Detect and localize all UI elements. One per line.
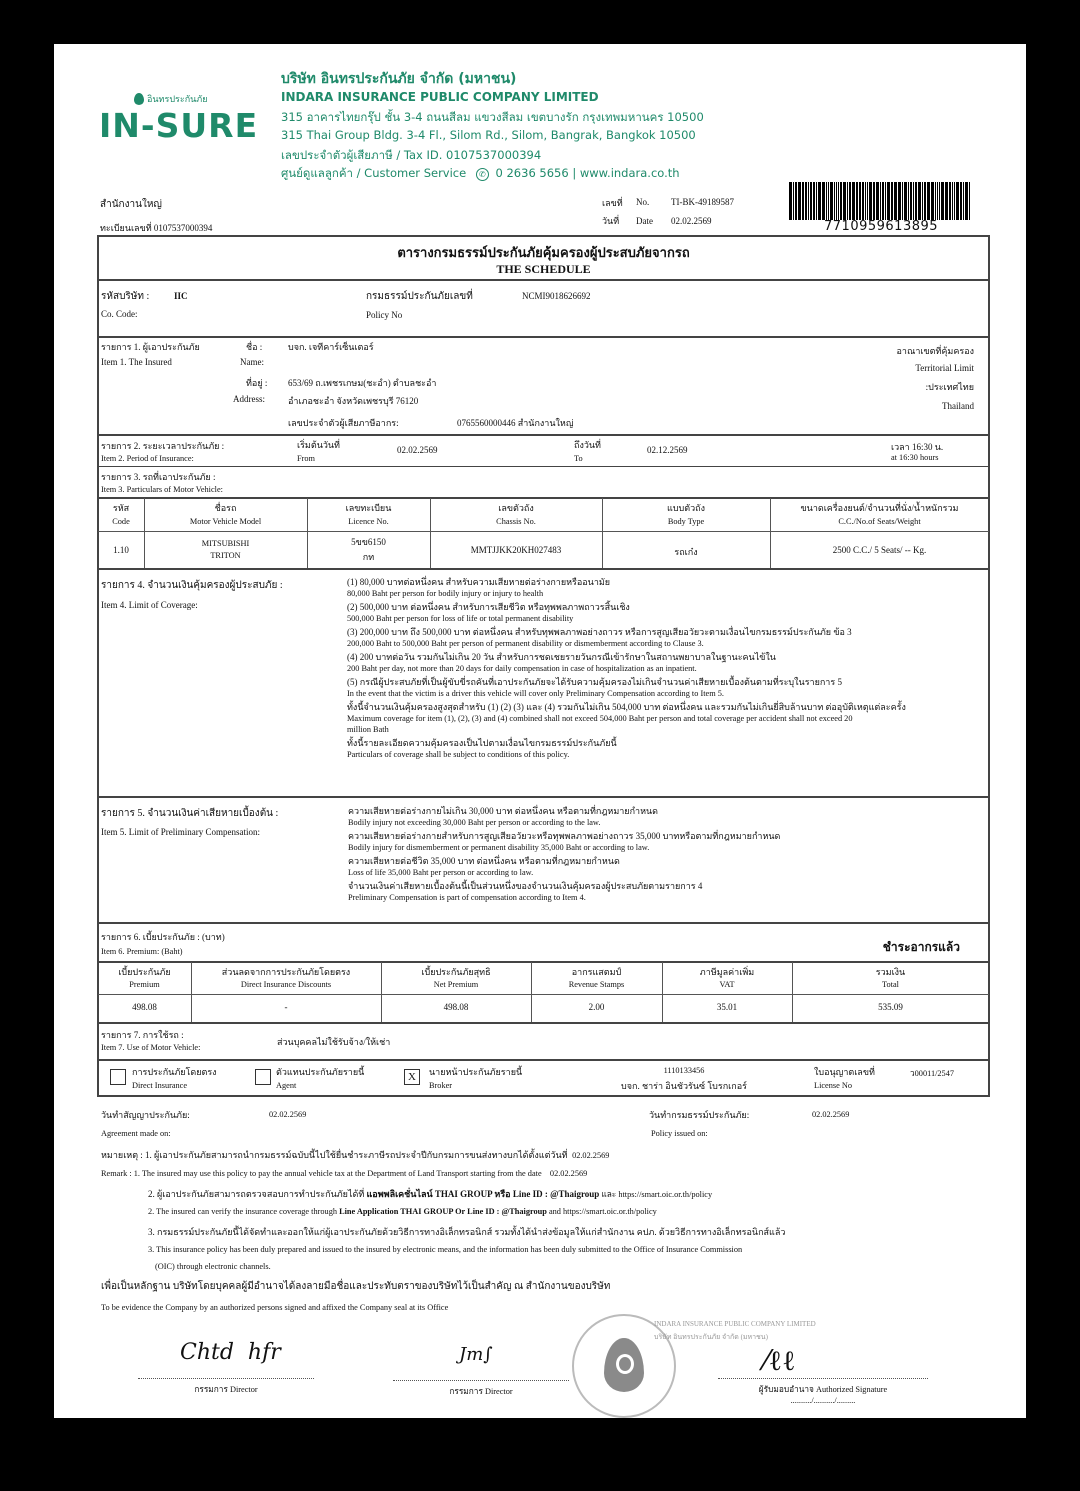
barcode-bar xyxy=(894,182,897,220)
remark3-th: 3. กรมธรรม์ประกันภัยนี้ได้จัดทำและออกให้แก่ผู้เอาประกันภัยด้วยวิธีการทางอิเล็กทรอนิกส์ รวมทั้งได้นำส่งข้อมูลให้แก่สำนักงาน คปภ. ด้วยวิธีการทางอิเล็กทรอนิกส์แล้ว xyxy=(148,1227,786,1237)
barcode-bar xyxy=(904,182,907,220)
insured-name-value: บจก. เจทีคาร์เซ็นเตอร์ xyxy=(288,342,374,352)
insured-address-label-en: Address: xyxy=(233,394,265,404)
item4-line-th: ทั้งนี้รายละเอียดความคุ้มครองเป็นไปตามเงื่อนไขกรมธรรม์ประกันภัยนี้ xyxy=(347,738,617,748)
barcode-bar xyxy=(935,182,936,220)
logo-small-text: อินทรประกันภัย xyxy=(147,94,208,104)
insured-address-line1: 653/69 ถ.เพชรเกษม(ชะอำ) ตำบลชะอำ xyxy=(288,378,437,388)
barcode-bar xyxy=(887,182,890,220)
barcode-bar xyxy=(838,182,839,220)
barcode-bar xyxy=(830,182,833,220)
broker-name: บจก. ชาร่า อินชัวรันซ์ โบรกเกอร์ xyxy=(621,1081,747,1091)
agreement-label-th: วันทำสัญญาประกันภัย: xyxy=(101,1110,190,1120)
divider xyxy=(98,1022,989,1024)
vehicle-col-header-en: C.C./No.of Seats/Weight xyxy=(838,517,921,526)
company-tax-id: เลขประจำตัวผู้เสียภาษี / Tax ID. 0107537000394 xyxy=(281,148,542,162)
barcode-bar xyxy=(818,182,821,220)
barcode-bar xyxy=(880,182,881,220)
premium-value: 2.00 xyxy=(588,1002,605,1012)
barcode-bar xyxy=(876,182,879,220)
broker-code: 1110133456 xyxy=(663,1066,705,1075)
divider xyxy=(98,1059,989,1061)
item5-line-en: Preliminary Compensation is part of compensation according to Item 4. xyxy=(348,893,586,902)
item7-label-th: รายการ 7. การใช้รถ : xyxy=(101,1030,184,1040)
remark2-en-b: Line Application THAI GROUP Or Line ID : @Thaigroup xyxy=(339,1207,547,1216)
agreement-value: 02.02.2569 xyxy=(269,1110,307,1119)
period-to-label-th: ถึงวันที่ xyxy=(574,440,601,450)
barcode-bar xyxy=(960,182,962,220)
barcode-bar xyxy=(956,182,959,220)
barcode-bar xyxy=(941,182,944,220)
authorized-signature-date: ........../........../......... xyxy=(790,1396,856,1405)
company-seal xyxy=(572,1314,676,1418)
barcode-bar xyxy=(910,182,912,220)
item4-line-en: 80,000 Baht per person for bodily injury or injury to health xyxy=(347,589,544,598)
period-from-label-th: เริ่มต้นวันที่ xyxy=(297,440,340,450)
item4-line-en: 500,000 Baht per person for loss of life or total permanent disability xyxy=(347,614,574,623)
barcode-bar xyxy=(965,182,968,220)
item4-line-th: (4) 200 บาทต่อวัน รวมกันไม่เกิน 20 วัน สำหรับการชดเชยรายวันกรณีเข้ารักษาในสถานพยาบาลในฐานะคนไข้ใน xyxy=(347,652,776,662)
barcode-bar xyxy=(865,182,866,220)
vehicle-col-header-th: ชื่อรถ xyxy=(214,503,237,513)
item5-label-th: รายการ 5. จำนวนเงินค่าเสียหายเบื้องต้น : xyxy=(101,808,279,819)
barcode-bar xyxy=(834,182,835,220)
barcode-bar xyxy=(805,182,807,220)
co-code-label-th: รหัสบริษัท : xyxy=(101,291,150,302)
territory-value-th: :ประเทศไทย xyxy=(925,382,974,392)
premium-col-header-th: ส่วนลดจากการประกันภัยโดยตรง xyxy=(221,967,351,977)
item5-line-th: จำนวนเงินค่าเสียหายเบื้องต้นนี้เป็นส่วนหนึ่งของจำนวนเงินคุ้มครองผู้ประสบภัยตามรายการ 4 xyxy=(348,881,703,891)
direct-checkbox-box[interactable] xyxy=(110,1069,126,1085)
item4-line-en: 200,000 Baht to 500,000 Baht per person of permanent disability or dismemberment according to Clause 3. xyxy=(347,639,704,648)
item5-line-th: ความเสียหายต่อชีวิต 35,000 บาท ต่อหนึ่งคน หรือตามที่กฎหมายกำหนด xyxy=(348,856,620,866)
vehicle-col-header-en: Body Type xyxy=(667,517,705,526)
barcode-bar xyxy=(869,182,872,220)
barcode-bar xyxy=(836,182,837,220)
vehicle-model-line2: TRITON xyxy=(210,551,241,560)
barcode-bar xyxy=(843,182,846,220)
premium-col-header-en: Total xyxy=(882,980,899,989)
barcode-bar xyxy=(931,182,934,220)
schedule-title-th: ตารางกรมธรรม์ประกันภัยคุ้มครองผู้ประสบภัยจากรถ xyxy=(397,245,690,260)
barcode-bar xyxy=(862,182,864,220)
seal-text-bottom: บริษัท อินทรประกันภัย จำกัด (มหาชน) xyxy=(654,1333,768,1341)
barcode-bar xyxy=(924,182,926,220)
policy-document xyxy=(54,44,1026,1418)
item7-label-en: Item 7. Use of Motor Vehicle: xyxy=(101,1043,201,1052)
doc-date-label-th: วันที่ xyxy=(602,216,620,226)
barcode-number: 7710959613895 xyxy=(824,219,939,234)
barcode-bar xyxy=(816,182,817,220)
premium-value: 535.09 xyxy=(878,1002,903,1012)
seal-text-top: INDARA INSURANCE PUBLIC COMPANY LIMITED xyxy=(654,1320,816,1328)
licence-line2: กท xyxy=(362,552,375,562)
barcode-bar xyxy=(954,182,955,220)
item4-line-th: (5) กรณีผู้ประสบภัยที่เป็นผู้ขับขี่รถคันที่เอาประกันภัยจะได้รับความคุ้มครองไม่เกินจำนวนค่าเสียหายเบื้องต้นตามที่ระบุในรายการ 5 xyxy=(347,677,842,687)
phone-icon: ✆ xyxy=(476,168,489,181)
barcode-bar xyxy=(822,182,825,220)
policy-no-label-th: กรมธรรม์ประกันภัยเลขที่ xyxy=(366,291,473,302)
item4-line-th: ทั้งนี้จำนวนเงินคุ้มครองสูงสุดสำหรับ (1) (2) (3) และ (4) รวมกันไม่เกิน 504,000 บาท ต่อหนึ่งคน และรวมกันไม่เกินยี่สิบล้านบาท ต่ออุบัติเหตุแต่ละครั้ง xyxy=(347,702,906,712)
divider xyxy=(98,279,989,281)
barcode-bar xyxy=(937,182,938,220)
barcode-bar xyxy=(902,182,903,220)
barcode-bar xyxy=(898,182,901,220)
item5-label-en: Item 5. Limit of Preliminary Compensation: xyxy=(101,827,260,837)
item4-line-en: Maximum coverage for item (1), (2), (3) and (4) combined shall not exceed 504,000 Baht per person and total coverage per accident shall not exceed 20 million Bath xyxy=(347,714,853,734)
signature-line xyxy=(138,1378,314,1379)
doc-no-value: TI-BK-49189587 xyxy=(671,197,734,207)
logo-small xyxy=(134,92,208,106)
remark2-th-a: 2. ผู้เอาประกันภัยสามารถตรวจสอบการทำประกันภัยได้ที่ xyxy=(148,1189,367,1199)
item5-line-en: Bodily injury for dismemberment or permanent disability 35,000 Baht or according to law. xyxy=(348,843,650,852)
doc-date-label-en: Date xyxy=(636,216,653,226)
premium-value: 498.08 xyxy=(132,1002,157,1012)
company-website[interactable]: www.indara.co.th xyxy=(579,166,680,180)
broker-checkbox-box[interactable]: X xyxy=(404,1069,420,1085)
direct-insurance-label-en: Direct Insurance xyxy=(132,1081,188,1090)
item4-line-en: 200 Baht per day, not more than 20 days for daily compensation in case of hospitalization as an inpatient. xyxy=(347,664,697,673)
agreement-label-en: Agreement made on: xyxy=(101,1129,171,1138)
territory-label-en: Territorial Limit xyxy=(915,363,974,373)
period-time-en: at 16:30 hours xyxy=(891,453,939,462)
period-from-value: 02.02.2569 xyxy=(397,445,438,455)
agent-checkbox[interactable] xyxy=(255,1068,271,1086)
vehicle-col-header-th: แบบตัวถัง xyxy=(667,503,705,513)
premium-value: 35.01 xyxy=(716,1002,738,1012)
registration-number: ทะเบียนเลขที่ 0107537000394 xyxy=(100,223,213,233)
item5-line-th: ความเสียหายต่อร่างกายไม่เกิน 30,000 บาท ต่อหนึ่งคน หรือตามที่กฎหมายกำหนด xyxy=(348,806,659,816)
item1-label-th: รายการ 1. ผู้เอาประกันภัย xyxy=(101,342,200,352)
remark1-en xyxy=(101,1169,587,1178)
broker-checkbox[interactable] xyxy=(404,1068,420,1086)
separator: | xyxy=(572,166,580,180)
vehicle-col-header-en: Licence No. xyxy=(348,517,389,526)
divider xyxy=(98,466,989,467)
territory-value-en: Thailand xyxy=(942,401,974,411)
barcode-bar xyxy=(847,182,848,220)
customer-service-label: ศูนย์ดูแลลูกค้า / Customer Service xyxy=(281,166,467,180)
barcode-bar xyxy=(945,182,948,220)
co-code-value: IIC xyxy=(174,291,188,301)
broker-label-en: Broker xyxy=(429,1081,453,1090)
policy-no-label-en: Policy No xyxy=(366,310,403,320)
director-2-signature: Jm∫ xyxy=(459,1344,493,1365)
premium-table xyxy=(98,962,989,1022)
agent-label-th: ตัวแทนประกันภัยรายนี้ xyxy=(276,1067,365,1077)
broker-label-th: นายหน้าประกันภัยรายนี้ xyxy=(429,1067,523,1077)
territory-label-th: อาณาเขตที่คุ้มครอง xyxy=(896,346,974,356)
barcode-bar xyxy=(826,182,827,220)
barcode-bar xyxy=(952,182,953,220)
insured-address-line2: อำเภอชะอำ จังหวัดเพชรบุรี 76120 xyxy=(288,396,419,406)
agent-label-en: Agent xyxy=(276,1081,297,1090)
remark1-th-text: หมายเหตุ : 1. ผู้เอาประกันภัยสามารถนำกรมธรรม์ฉบับนี้ไปใช้ยื่นชำระภาษีรถประจำปีกับกรมการขนส่งทางบกได้ตั้งแต่วันที่ xyxy=(101,1150,568,1160)
issued-value: 02.02.2569 xyxy=(812,1110,850,1119)
barcode-bar xyxy=(789,182,792,220)
barcode-bar xyxy=(922,182,923,220)
premium-value: 498.08 xyxy=(443,1002,469,1012)
period-time-th: เวลา 16:30 น. xyxy=(891,442,944,452)
barcode-bar xyxy=(927,182,930,220)
insured-name-label-th: ชื่อ : xyxy=(246,342,263,352)
remark2-en-a: 2. The insured can verify the insurance coverage through xyxy=(148,1207,340,1216)
item1-label-en: Item 1. The Insured xyxy=(101,357,172,367)
stamp-paid: ชำระอากรแล้ว xyxy=(882,940,960,954)
agent-checkbox-box[interactable] xyxy=(255,1069,271,1085)
item4-label-th: รายการ 4. จำนวนเงินคุ้มครองผู้ประสบภัย : xyxy=(101,580,283,591)
remark1-th-date: 02.02.2569 xyxy=(572,1151,610,1160)
barcode-bar xyxy=(969,182,970,220)
evidence-en: To be evidence the Company by an authorized persons signed and affixed the Company seal at its Office xyxy=(101,1303,449,1312)
remark3-en: 3. This insurance policy has been duly prepared and issued to the insured by electronic means, and the information has been duly submitted to the Office of Insurance Commission xyxy=(148,1245,743,1254)
doc-no-label-th: เลขที่ xyxy=(602,198,623,208)
item2-label-en: Item 2. Period of Insurance: xyxy=(101,454,194,463)
barcode-bar xyxy=(891,182,893,220)
vehicle-col-header-en: Chassis No. xyxy=(496,517,536,526)
vehicle-table xyxy=(98,498,989,568)
evidence-th: เพื่อเป็นหลักฐาน บริษัทโดยบุคคลผู้มีอำนาจได้ลงลายมือชื่อและประทับตราของบริษัทไว้เป็นสำคัญ ณ สำนักงานของบริษัท xyxy=(101,1281,611,1292)
customer-service-phone: 0 2636 5656 xyxy=(495,166,569,180)
vehicle-col-header-th: ขนาดเครื่องยนต์/จำนวนที่นั่ง/น้ำหนักรวม xyxy=(800,503,959,513)
coverage-lines xyxy=(347,574,987,761)
insured-name-label-en: Name: xyxy=(240,357,264,367)
logo-in-sure: IN-SURE xyxy=(99,106,259,145)
chassis-number: MMTJJKK20KH027483 xyxy=(470,545,562,555)
barcode-bar xyxy=(882,182,884,220)
authorized-signature: ⁄ℓℓ xyxy=(764,1344,796,1377)
policy-no-value: NCMI9018626692 xyxy=(522,291,591,301)
insured-address-label-th: ที่อยู่ : xyxy=(246,378,268,388)
remark2-th-c: และ https://smart.oic.or.th/policy xyxy=(599,1190,713,1199)
barcode-bar xyxy=(915,182,917,220)
issued-label-en: Policy issued on: xyxy=(651,1129,708,1138)
barcode-bar xyxy=(808,182,809,220)
barcode-bar xyxy=(849,182,851,220)
divider xyxy=(98,568,989,570)
schedule-title-en: THE SCHEDULE xyxy=(496,262,591,276)
license-label-en: License No xyxy=(814,1081,853,1090)
divider xyxy=(98,796,989,798)
vehicle-col-header-th: เลขทะเบียน xyxy=(345,503,392,513)
item4-label-en: Item 4. Limit of Coverage: xyxy=(101,600,198,610)
leaf-logo-icon xyxy=(134,93,144,105)
divider xyxy=(98,922,989,924)
seal-emblem-icon xyxy=(604,1338,644,1392)
premium-col-header-en: Premium xyxy=(129,980,160,989)
item4-line-en: In the event that the victim is a driver this vehicle will cover only Preliminary Compensation according to Item 5. xyxy=(347,689,724,698)
license-label-th: ใบอนุญาตเลขที่ xyxy=(814,1067,875,1077)
premium-col-header-en: Net Premium xyxy=(433,980,479,989)
period-to-label-en: To xyxy=(574,454,583,463)
barcode-bar xyxy=(963,182,964,220)
vehicle-use-value: ส่วนบุคคลไม่ใช้รับจ้าง/ให้เช่า xyxy=(277,1037,391,1047)
company-name-th: บริษัท อินทรประกันภัย จำกัด (มหาชน) xyxy=(281,71,517,87)
barcode-bar xyxy=(867,182,868,220)
remark1-en-text: Remark : 1. The insured may use this policy to pay the annual vehicle tax at the Department of Land Transport starting from the date xyxy=(101,1169,542,1178)
licence-line1: 5ขข6150 xyxy=(351,537,386,547)
vehicle-model-line1: MITSUBISHI xyxy=(201,539,250,548)
barcode-bar xyxy=(939,182,940,220)
body-type: รถเก๋ง xyxy=(674,547,698,557)
barcode xyxy=(789,182,979,220)
company-address-th: 315 อาคารไทยกรุ๊ป ชั้น 3-4 ถนนสีลม แขวงสีลม เขตบางรัก กรุงเทพมหานคร 10500 xyxy=(281,110,704,124)
direct-insurance-checkbox[interactable] xyxy=(110,1068,126,1086)
vehicle-col-header-th: รหัส xyxy=(112,503,130,513)
premium-col-header-th: รวมเงิน xyxy=(875,967,906,977)
premium-col-header-th: อากรแสตมป์ xyxy=(571,967,622,977)
vehicle-spec: 2500 C.C./ 5 Seats/ -- Kg. xyxy=(832,545,927,555)
barcode-bar xyxy=(795,182,797,220)
premium-col-header-en: Direct Insurance Discounts xyxy=(240,980,332,989)
premium-col-header-th: เบี้ยประกันภัยสุทธิ xyxy=(421,967,491,977)
co-code-label-en: Co. Code: xyxy=(101,309,138,319)
barcode-bar xyxy=(802,182,804,220)
director-1-signature: Chtd hfr xyxy=(180,1340,281,1365)
divider xyxy=(98,434,989,436)
vehicle-col-header-en: Motor Vehicle Model xyxy=(189,517,262,526)
doc-no-label-en: No. xyxy=(636,197,650,207)
barcode-bar xyxy=(810,182,812,220)
barcode-bar xyxy=(840,182,842,220)
item3-label-en: Item 3. Particulars of Motor Vehicle: xyxy=(101,485,223,494)
item6-label-th: รายการ 6. เบี้ยประกันภัย : (บาท) xyxy=(101,932,225,942)
barcode-bar xyxy=(885,182,886,220)
direct-insurance-label-th: การประกันภัยโดยตรง xyxy=(132,1067,217,1077)
barcode-bar xyxy=(873,182,875,220)
signature-line xyxy=(718,1378,928,1379)
barcode-bar xyxy=(793,182,794,220)
divider xyxy=(98,336,989,338)
item4-line-th: (3) 200,000 บาท ถึง 500,000 บาท ต่อหนึ่งคน สำหรับทุพพลภาพอย่างถาวร หรือการสูญเสียอวัยวะตามเงื่อนไขกรมธรรม์ประกันภัย ข้อ 3 xyxy=(347,627,852,637)
barcode-bar xyxy=(949,182,951,220)
insured-tax-label: เลขประจำตัวผู้เสียภาษีอากร: xyxy=(288,418,399,428)
remark1-en-date: 02.02.2569 xyxy=(549,1169,588,1178)
remark2-en xyxy=(148,1207,657,1216)
item6-label-en: Item 6. Premium: (Baht) xyxy=(101,947,183,956)
barcode-bar xyxy=(813,182,815,220)
vehicle-col-header-th: เลขตัวถัง xyxy=(498,503,534,513)
remark3-en-2: (OIC) through electronic channels. xyxy=(155,1262,271,1271)
signature-line xyxy=(393,1380,569,1381)
barcode-bar xyxy=(908,182,909,220)
barcode-bar xyxy=(918,182,921,220)
item5-line-th: ความเสียหายต่อร่างกายสำหรับการสูญเสียอวัยวะหรือทุพพลภาพอย่างถาวร 35,000 บาทหรือตามที่กฎหมายกำหนด xyxy=(348,831,781,841)
item5-line-en: Bodily injury not exceeding 30,000 Baht per person or according to the law. xyxy=(348,818,601,827)
office-label: สำนักงานใหญ่ xyxy=(100,199,162,210)
item4-line-en: Particulars of coverage shall be subject to conditions of this policy. xyxy=(347,750,570,759)
barcode-bar xyxy=(859,182,861,220)
premium-col-header-en: Revenue Stamps xyxy=(568,980,625,989)
period-to-value: 02.12.2569 xyxy=(647,445,688,455)
item4-line-th: (1) 80,000 บาทต่อหนึ่งคน สำหรับความเสียหายต่อร่างกายหรืออนามัย xyxy=(347,577,611,587)
doc-date-value: 02.02.2569 xyxy=(671,216,712,226)
barcode-bar xyxy=(913,182,914,220)
premium-col-header-th: เบี้ยประกันภัย xyxy=(118,967,171,977)
issued-label-th: วันทำกรมธรรม์ประกันภัย: xyxy=(649,1110,750,1120)
item5-line-en: Loss of life 35,000 Baht per person or according to law. xyxy=(348,868,534,877)
remark2-en-c: and https://smart.oic.or.th/policy xyxy=(546,1207,657,1216)
company-address-en: 315 Thai Group Bldg. 3-4 Fl., Silom Rd., Silom, Bangrak, Bangkok 10500 xyxy=(281,128,696,142)
license-value: ว00011/2547 xyxy=(910,1069,954,1078)
company-name-en: INDARA INSURANCE PUBLIC COMPANY LIMITED xyxy=(281,90,599,104)
authorized-signature-label: ผู้รับมอบอำนาจ Authorized Signature xyxy=(758,1385,888,1394)
premium-value: - xyxy=(284,1002,288,1012)
remark2-th-b: แอพพลิเคชั่นไลน์ THAI GROUP หรือ Line ID : @Thaigroup xyxy=(366,1189,600,1199)
remark2-th xyxy=(148,1187,712,1201)
period-from-label-en: From xyxy=(297,454,315,463)
remark1-th xyxy=(101,1148,609,1162)
vehicle-col-header-en: Code xyxy=(112,517,130,526)
barcode-bar xyxy=(798,182,801,220)
premium-col-header-th: ภาษีมูลค่าเพิ่ม xyxy=(699,967,755,977)
premium-col-header-en: VAT xyxy=(719,980,735,989)
item3-label-th: รายการ 3. รถที่เอาประกันภัย : xyxy=(101,472,216,482)
barcode-bar xyxy=(856,182,858,220)
barcode-bar xyxy=(852,182,855,220)
item2-label-th: รายการ 2. ระยะเวลาประกันภัย : xyxy=(101,441,225,451)
compensation-lines xyxy=(348,803,988,904)
director-2-label: กรรมการ Director xyxy=(449,1387,513,1396)
insured-tax-value: 0765560000446 สำนักงานใหญ่ xyxy=(457,418,574,428)
barcode-bar xyxy=(828,182,829,220)
customer-service xyxy=(281,165,680,183)
vehicle-code: 1.10 xyxy=(113,545,129,555)
item4-line-th: (2) 500,000 บาท ต่อหนึ่งคน สำหรับการเสียชีวิต หรือทุพพลภาพถาวรสิ้นเชิง xyxy=(347,602,630,612)
director-1-label: กรรมการ Director xyxy=(194,1385,258,1394)
